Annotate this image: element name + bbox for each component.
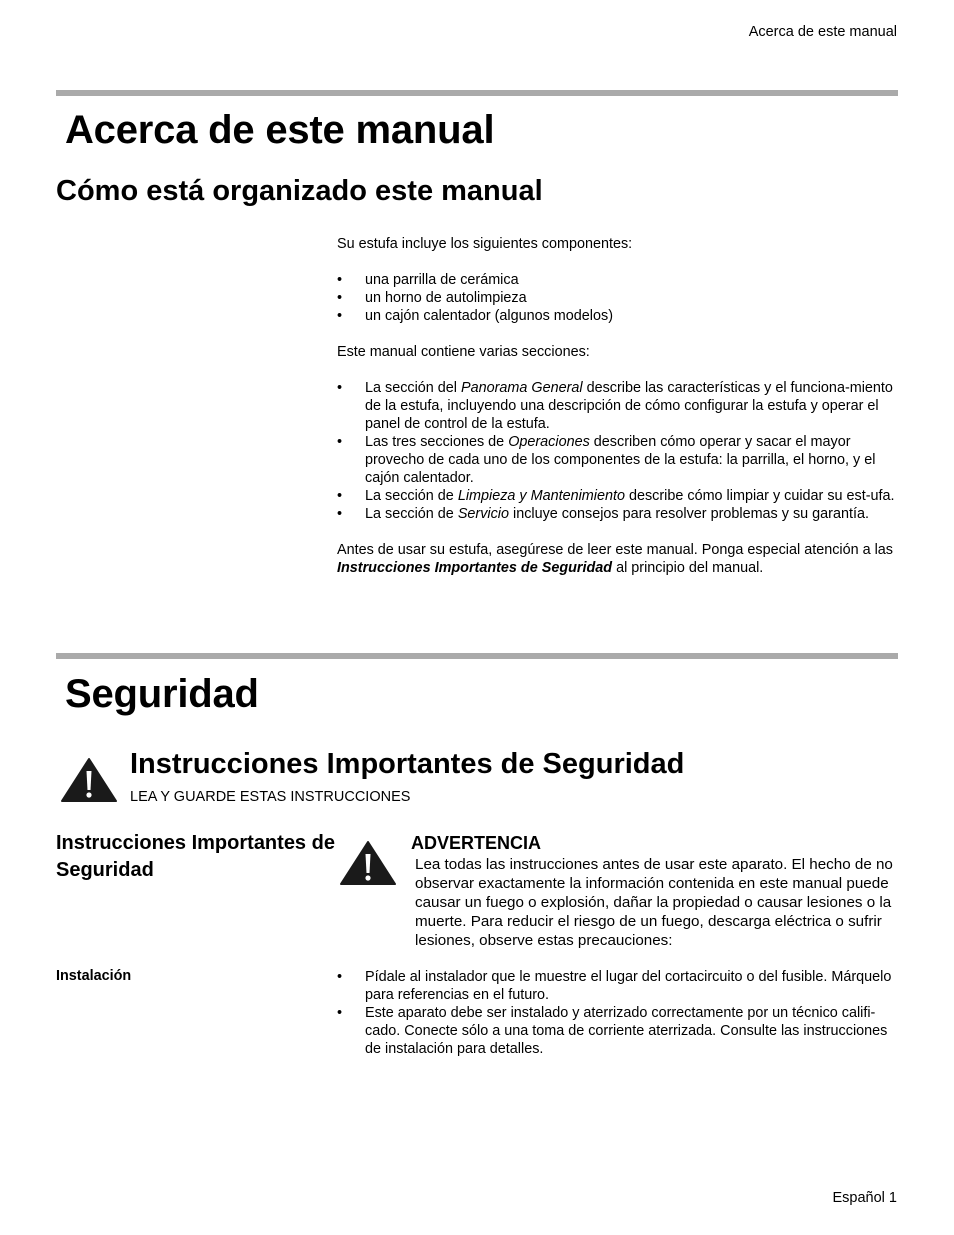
safety-title: Seguridad bbox=[65, 672, 259, 716]
list-item: • una parrilla de cerámica bbox=[337, 271, 897, 289]
list-item: • Pídale al instalador que le muestre el lugar del cortacircuito o del fusible. Márquelo para referencias en el futuro. bbox=[337, 968, 897, 1004]
installation-list bbox=[337, 968, 897, 1058]
components-intro: Su estufa incluye los siguientes componentes: bbox=[337, 236, 633, 252]
installation-label: Instalación bbox=[56, 968, 132, 984]
warning-triangle-icon bbox=[60, 757, 118, 803]
list-item: • La sección del Panorama General describe las características y el funciona-miento de la estufa, incluyendo una descripción de cómo configurar la estufa y operar el panel de control de la estufa. bbox=[337, 379, 897, 433]
components-list bbox=[337, 271, 897, 325]
section-subtitle: Cómo está organizado este manual bbox=[56, 175, 543, 207]
list-item: • Las tres secciones de Operaciones describen cómo operar y sacar el mayor provecho de cada uno de los componentes de la estufa: la parrilla, el horno, y el cajón calentador. bbox=[337, 433, 897, 487]
warning-title: ADVERTENCIA bbox=[411, 833, 542, 853]
page-title: Acerca de este manual bbox=[65, 108, 495, 152]
list-item: • Este aparato debe ser instalado y aterrizado correctamente por un técnico califi-cado. Conecte sólo a una toma de corriente aterrizada. Consulte las instrucciones de instalación para detalles. bbox=[337, 1004, 897, 1058]
list-item: • La sección de Limpieza y Mantenimiento describe cómo limpiar y cuidar su est-ufa. bbox=[337, 487, 897, 505]
section-rule bbox=[56, 653, 898, 659]
important-instructions-subtitle: LEA Y GUARDE ESTAS INSTRUCCIONES bbox=[130, 789, 411, 805]
list-item: • La sección de Servicio incluye consejos para resolver problemas y su garantía. bbox=[337, 505, 897, 523]
sections-intro: Este manual contiene varias secciones: bbox=[337, 344, 590, 360]
running-header: Acerca de este manual bbox=[748, 24, 897, 40]
list-item: • un horno de autolimpieza bbox=[337, 289, 897, 307]
section-rule bbox=[56, 90, 898, 96]
sections-list bbox=[337, 379, 897, 523]
organization-body bbox=[337, 235, 897, 577]
warning-triangle-icon bbox=[339, 840, 397, 886]
side-heading: Instrucciones Importantes de Seguridad bbox=[56, 832, 335, 881]
list-item: • un cajón calentador (algunos modelos) bbox=[337, 307, 897, 325]
closing-paragraph: Antes de usar su estufa, asegúrese de leer este manual. Ponga especial atención a las Instrucciones Importantes de Seguridad al principio del manual. bbox=[337, 542, 893, 576]
page-footer: Español 1 bbox=[832, 1190, 897, 1206]
installation-body bbox=[337, 968, 897, 1058]
warning-text: Lea todas las instrucciones antes de usar este aparato. El hecho de no observar exactamente la información contenida en este manual puede causar un fuego o explosión, dañar la propiedad o causar lesiones o la muerte. Para reducir el riesgo de un fuego, descarga eléctrica o sufrir lesiones, observe estas precauciones: bbox=[415, 856, 893, 949]
important-instructions-title: Instrucciones Importantes de Seguridad bbox=[130, 748, 685, 780]
